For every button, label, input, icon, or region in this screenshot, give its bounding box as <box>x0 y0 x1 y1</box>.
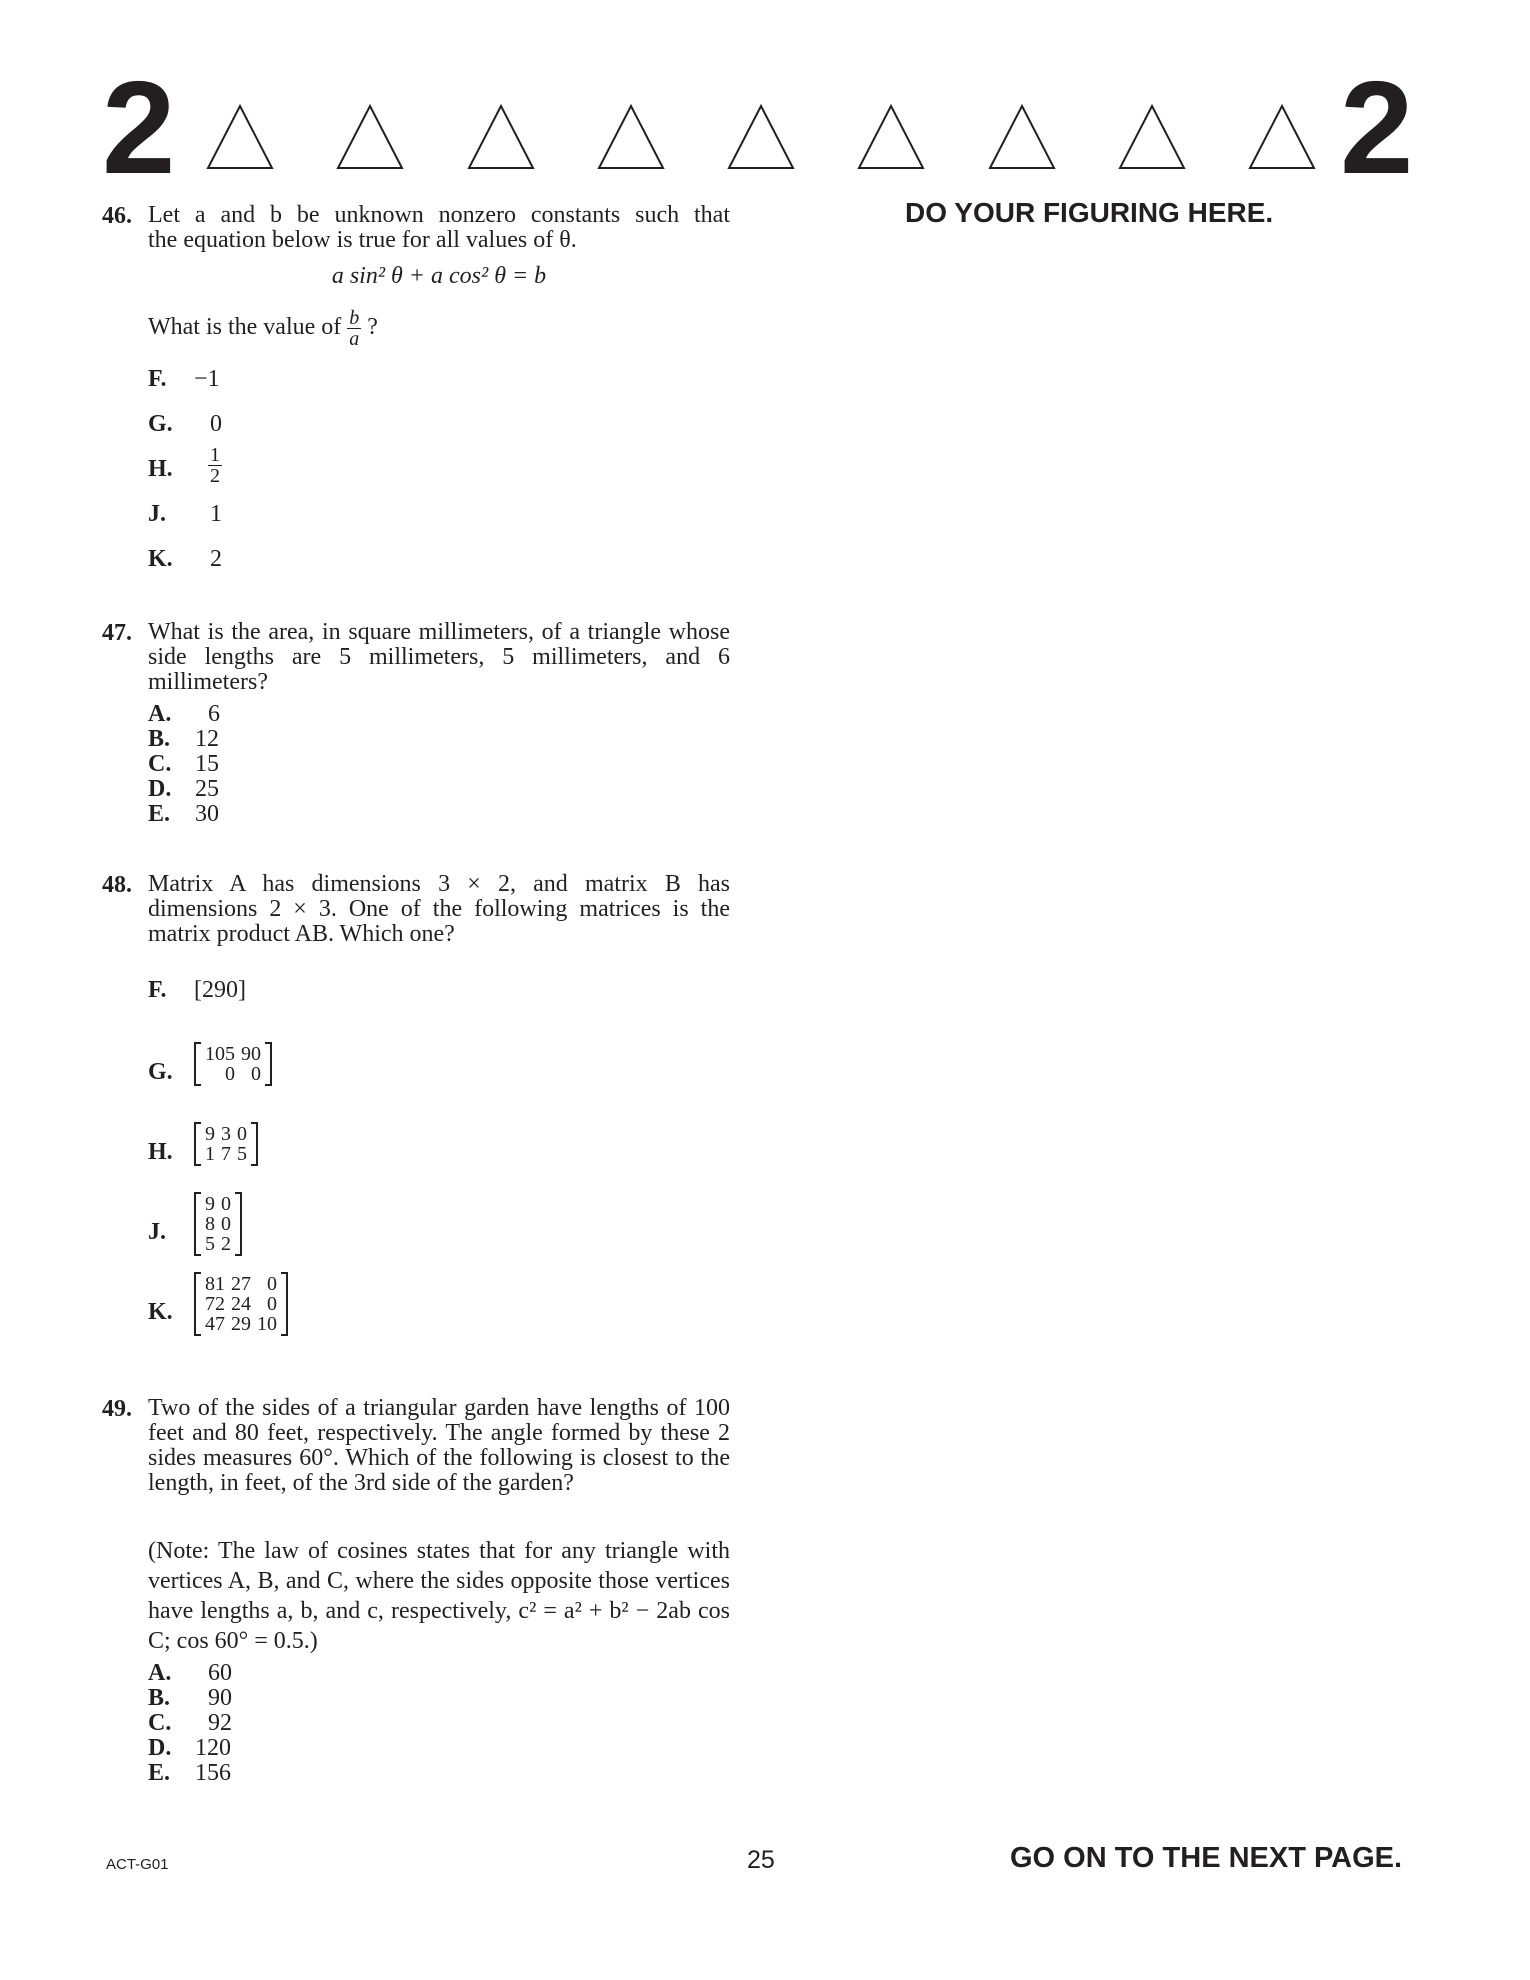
option-letter: K. <box>148 1299 173 1325</box>
option-value: 2 <box>210 546 222 572</box>
equation: a sin² θ + a cos² θ = b <box>331 263 547 289</box>
option-value: 6 <box>208 701 220 727</box>
option-value: 12 <box>195 726 219 752</box>
fraction-numerator: b <box>349 307 360 329</box>
fraction-denominator: a <box>349 328 360 350</box>
matrix-cell: 27 <box>231 1273 251 1295</box>
option-value: 92 <box>208 1710 232 1736</box>
option-letter: H. <box>148 456 173 482</box>
matrix-cell: 9 <box>205 1123 215 1145</box>
matrix-cell: 47 <box>205 1313 225 1335</box>
option-letter: G. <box>148 1059 173 1085</box>
option-value: 1 <box>210 501 222 527</box>
option-value: 30 <box>195 801 219 827</box>
question-number: 48. <box>102 872 132 898</box>
option-letter: A. <box>148 1660 172 1686</box>
triangle-outline-icon <box>857 104 925 170</box>
matrix-cell: 3 <box>221 1123 231 1145</box>
question-stem-line: Let a and b be unknown nonzero constants such that <box>148 202 730 228</box>
option-value: 0 <box>210 411 222 437</box>
option-letter: C. <box>148 751 172 777</box>
page-number: 25 <box>747 1846 775 1874</box>
option-letter: H. <box>148 1139 173 1165</box>
option-letter: J. <box>148 1219 166 1245</box>
triangle-outline-icon <box>1248 104 1316 170</box>
triangle-outline-icon <box>988 104 1056 170</box>
matrix-g <box>194 1042 272 1086</box>
triangle-divider <box>206 104 1316 174</box>
option-letter: J. <box>148 501 166 527</box>
option-letter: D. <box>148 776 172 802</box>
question-ask <box>148 308 730 349</box>
question-stem-line: the equation below is true for all values of θ. <box>148 227 577 253</box>
matrix-cell: 29 <box>231 1313 251 1335</box>
question-stem: Two of the sides of a triangular garden have lengths of 100 feet and 80 feet, respectively. The angle formed by these 2 sides measures 60°. Which of the following is closest to the length, in feet, of the 3rd side of the garden? <box>148 1395 730 1496</box>
option-letter: D. <box>148 1735 172 1761</box>
triangle-outline-icon <box>1118 104 1186 170</box>
option-value: 60 <box>208 1660 232 1686</box>
option-value: 120 <box>195 1735 231 1761</box>
matrix-cell: 8 <box>205 1213 215 1235</box>
question-number: 49. <box>102 1396 132 1422</box>
option-value: [290] <box>194 977 246 1003</box>
option-value: −1 <box>194 366 220 392</box>
question-stem: What is the area, in square millimeters, of a triangle whose side lengths are 5 millimeters, 5 millimeters, and 6 millimeters? <box>148 619 730 695</box>
matrix-cell: 0 <box>267 1273 277 1295</box>
matrix-cell: 0 <box>221 1213 231 1235</box>
matrix-cell: 81 <box>205 1273 225 1295</box>
option-letter: K. <box>148 546 173 572</box>
triangle-outline-icon <box>467 104 535 170</box>
option-value: 90 <box>208 1685 232 1711</box>
matrix-cell: 10 <box>257 1313 277 1335</box>
fraction-denominator: 2 <box>210 465 220 487</box>
ask-suffix: ? <box>367 314 378 341</box>
page-header <box>0 0 1530 200</box>
option-letter: F. <box>148 366 167 392</box>
fraction-one-half <box>208 445 222 486</box>
triangle-outline-icon <box>336 104 404 170</box>
question-stem: Matrix A has dimensions 3 × 2, and matrix B has dimensions 2 × 3. One of the following matrices is the matrix product AB. Which one? <box>148 871 730 947</box>
question-number: 46. <box>102 203 132 229</box>
matrix-cell: 9 <box>205 1193 215 1215</box>
matrix-cell: 1 <box>205 1143 215 1165</box>
option-letter: A. <box>148 701 172 727</box>
ask-text: What is the value of <box>148 314 342 341</box>
triangle-outline-icon <box>206 104 274 170</box>
option-letter: E. <box>148 801 171 827</box>
matrix-cell: 105 <box>205 1043 235 1065</box>
matrix-cell: 0 <box>251 1063 261 1085</box>
matrix-cell: 5 <box>237 1143 247 1165</box>
matrix-cell: 7 <box>221 1143 231 1165</box>
question-number: 47. <box>102 620 132 646</box>
option-value: 15 <box>195 751 219 777</box>
matrix-cell: 0 <box>237 1123 247 1145</box>
figuring-note: DO YOUR FIGURING HERE. <box>905 197 1274 228</box>
section-number-left: 2 <box>102 54 172 201</box>
matrix-cell: 2 <box>221 1233 231 1255</box>
matrix-cell: 72 <box>205 1293 225 1315</box>
option-letter: B. <box>148 1685 171 1711</box>
fraction-numerator: 1 <box>210 444 220 466</box>
triangle-outline-icon <box>597 104 665 170</box>
next-page-note: GO ON TO THE NEXT PAGE. <box>1010 1842 1403 1874</box>
option-value: 156 <box>195 1760 231 1786</box>
option-letter: E. <box>148 1760 171 1786</box>
option-value: 25 <box>195 776 219 802</box>
matrix-k <box>194 1272 288 1336</box>
matrix-cell: 5 <box>205 1233 215 1255</box>
law-of-cosines-note: (Note: The law of cosines states that for any triangle with vertices A, B, and C, where the sides opposite those vertices have lengths a, b, and c, respectively, c² = a² + b² − 2ab cos C; cos 60° = 0.5.) <box>148 1538 730 1654</box>
matrix-cell: 0 <box>225 1063 235 1085</box>
option-letter: F. <box>148 977 167 1003</box>
option-letter: B. <box>148 726 171 752</box>
fraction-b-over-a <box>347 308 361 349</box>
matrix-cell: 90 <box>241 1043 261 1065</box>
section-number-right: 2 <box>1340 54 1410 201</box>
matrix-cell: 0 <box>221 1193 231 1215</box>
matrix-h <box>194 1122 258 1166</box>
form-code: ACT-G01 <box>106 1856 169 1873</box>
option-letter: G. <box>148 411 173 437</box>
matrix-cell: 0 <box>267 1293 277 1315</box>
option-letter: C. <box>148 1710 172 1736</box>
triangle-outline-icon <box>727 104 795 170</box>
matrix-j <box>194 1192 242 1256</box>
matrix-cell: 24 <box>231 1293 251 1315</box>
